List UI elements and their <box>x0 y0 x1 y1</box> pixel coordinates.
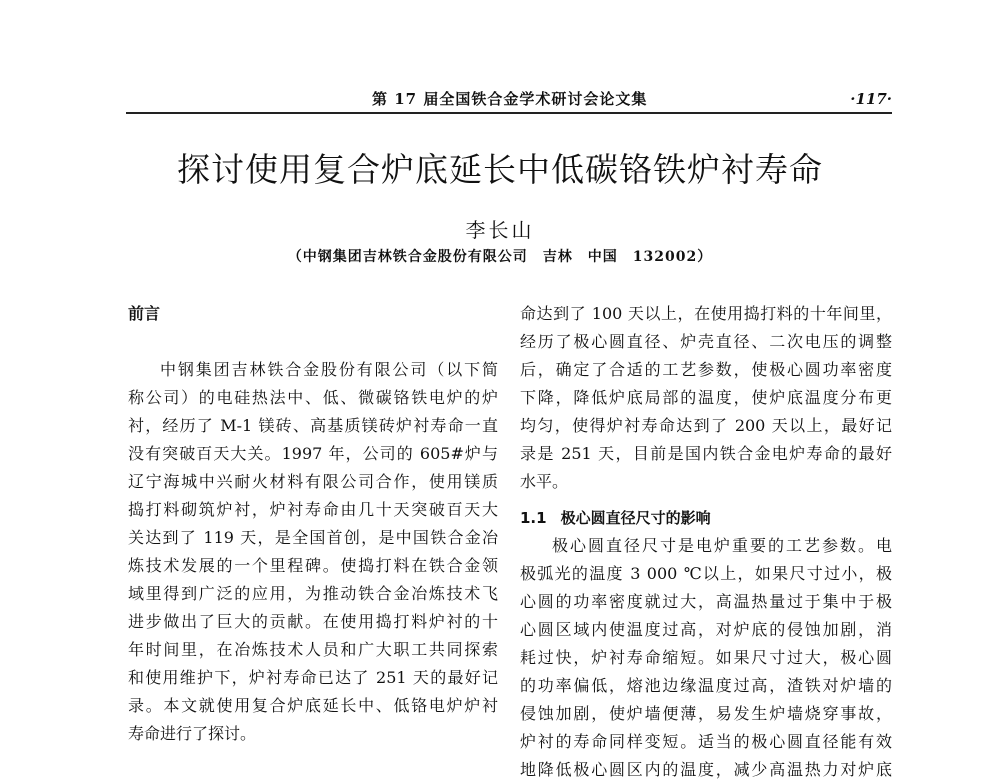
author-name: 李长山 <box>465 218 535 242</box>
right-column <box>520 300 892 784</box>
body-text-line: 经历了极心圆直径、炉壳直径、二次电压的调整 <box>520 332 892 351</box>
body-text-line: 捣打料砌筑炉衬，炉衬寿命由几十天突破百天大 <box>128 500 498 519</box>
body-text-line: 心圆的功率密度就过大，高温热量过于集中于极 <box>520 592 892 611</box>
body-text-line: 侵蚀加剧，使炉墙便薄，易发生炉墙烧穿事故， <box>520 704 892 723</box>
body-text-line: 寿命进行了探讨。 <box>128 724 257 743</box>
paper-title: 探讨使用复合炉底延长中低碳铬铁炉衬寿命 <box>177 150 823 189</box>
body-text-line: 命达到了 100 天以上，在使用捣打料的十年间里， <box>520 304 892 323</box>
author-affiliation: （中钢集团吉林铁合金股份有限公司 吉林 中国 132002） <box>287 249 713 265</box>
body-text-line: 录。本文就使用复合炉底延长中、低铬电炉炉衬 <box>128 696 498 715</box>
body-text-line: 极心圆直径尺寸是电炉重要的工艺参数。电 <box>552 536 892 555</box>
body-text-line: 中钢集团吉林铁合金股份有限公司（以下简 <box>160 360 498 379</box>
body-text-line: 地降低极心圆区内的温度，减少高温热力对炉底 <box>520 760 892 779</box>
body-text-line: 炉衬的寿命同样变短。适当的极心圆直径能有效 <box>520 732 892 751</box>
body-text-line: 辽宁海城中兴耐火材料有限公司合作，使用镁质 <box>128 472 498 491</box>
body-text-line: 域里得到广泛的应用，为推动铁合金冶炼技术飞 <box>128 584 498 603</box>
body-text-line: 称公司）的电硅热法中、低、微碳铬铁电炉的炉 <box>128 388 498 407</box>
body-text-line: 极弧光的温度 3 000 ℃以上，如果尺寸过小，极 <box>520 564 892 583</box>
journal-name: 第 17 届全国铁合金学术研讨会论文集 <box>372 90 648 108</box>
body-text-line: 炼技术发展的一个里程碑。使捣打料在铁合金领 <box>128 556 498 575</box>
body-text-line: 均匀，使得炉衬寿命达到了 200 天以上，最好记 <box>520 416 892 435</box>
body-text-line: 进步做出了巨大的贡献。在使用捣打料炉衬的十 <box>128 612 498 631</box>
body-text-line: 的功率偏低，熔池边缘温度过高，渣铁对炉墙的 <box>520 676 892 695</box>
body-text-line: 耗过快，炉衬寿命缩短。如果尺寸过大，极心圆 <box>520 648 892 667</box>
paragraph-gap <box>128 328 498 356</box>
body-text-line: 心圆区域内使温度过高，对炉底的侵蚀加剧，消 <box>520 620 892 639</box>
body-text-line: 录是 251 天，目前是国内铁合金电炉寿命的最好 <box>520 444 892 463</box>
body-text-line: 后，确定了合适的工艺参数，使极心圆功率密度 <box>520 360 892 379</box>
body-text-line: 关达到了 119 天，是全国首创，是中国铁合金冶 <box>128 528 498 547</box>
body-text-line: 和使用维护下，炉衬寿命已达了 251 天的最好记 <box>128 668 498 687</box>
section-heading-preface: 前言 <box>128 304 161 323</box>
subsection-heading <box>520 504 892 532</box>
body-text-line: 下降，降低炉底局部的温度，使炉底温度分布更 <box>520 388 892 407</box>
body-text-line: 衬，经历了 M-1 镁砖、高基质镁砖炉衬寿命一直 <box>128 416 498 435</box>
body-text-line: 没有突破百天大关。1997 年，公司的 605#炉与 <box>128 444 498 463</box>
body-text-line: 年时间里，在冶炼技术人员和广大职工共同探索 <box>128 640 498 659</box>
subsection-title: 极心圆直径尺寸的影响 <box>560 509 711 527</box>
subsection-number: 1.1 <box>520 509 547 527</box>
body-text-line: 水平。 <box>520 472 569 491</box>
left-column <box>128 300 498 748</box>
page-number: ·117· <box>850 90 892 108</box>
running-header <box>126 86 892 114</box>
